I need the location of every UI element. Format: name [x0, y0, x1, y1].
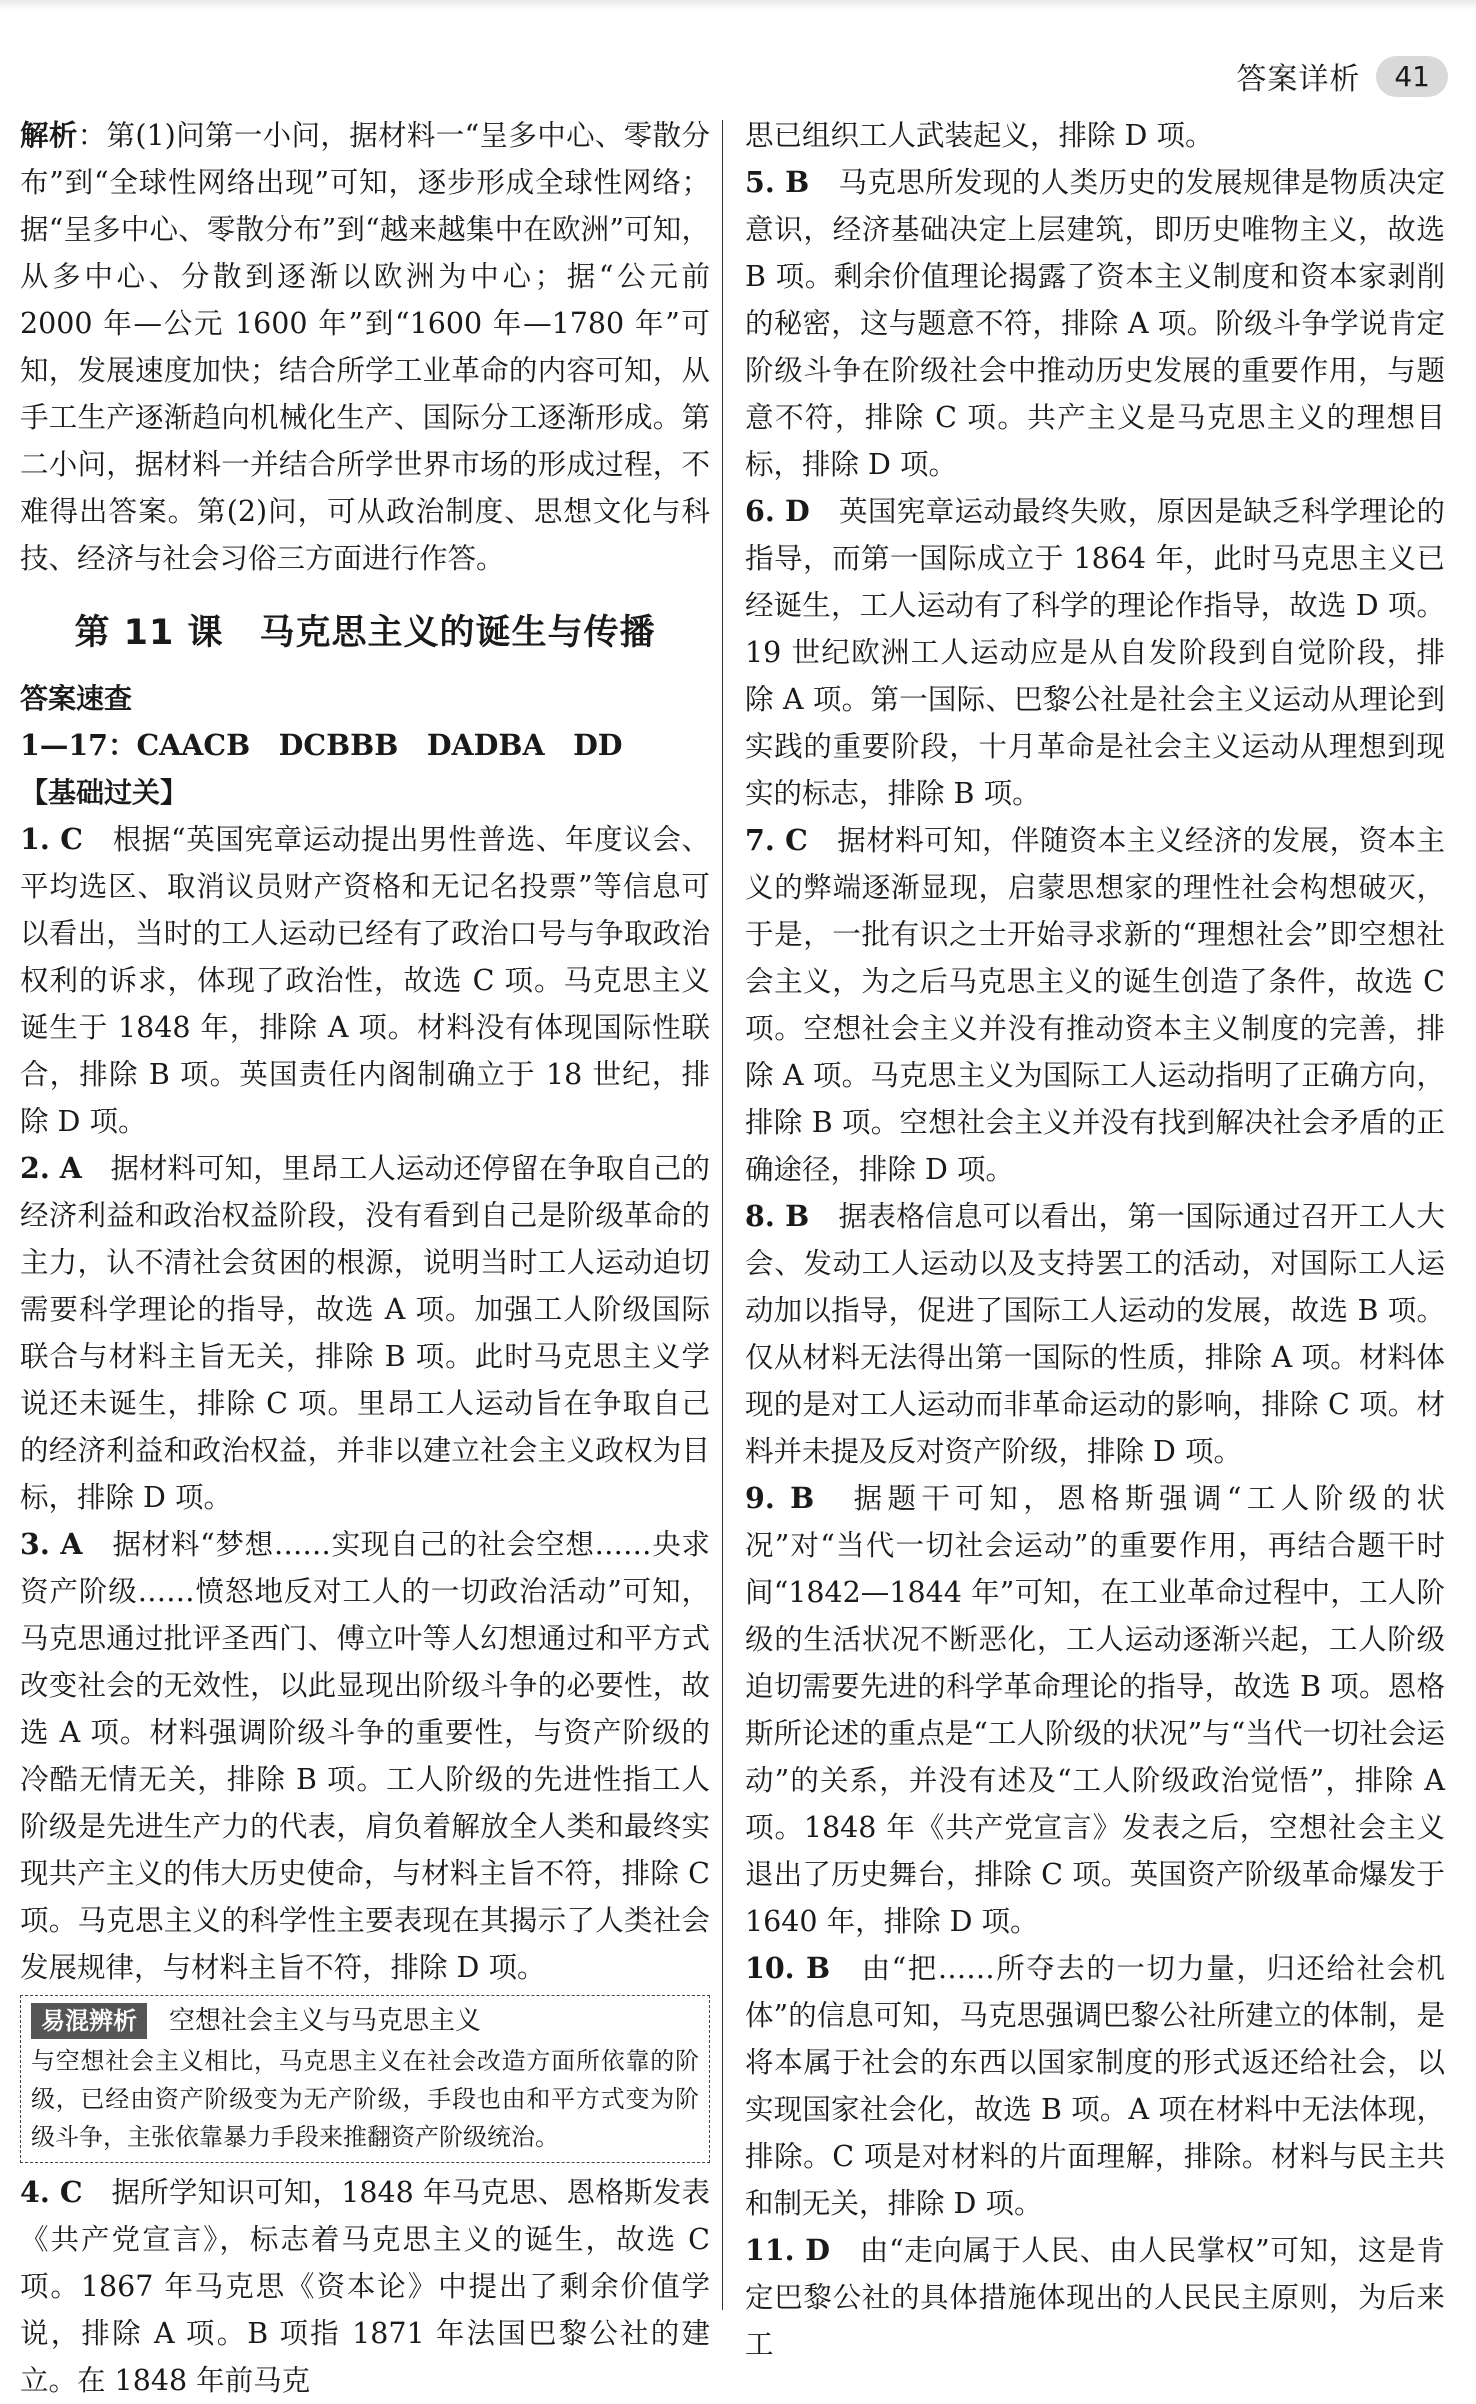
- answer-1: [20, 816, 710, 1145]
- answer-text: 据所学知识可知，1848 年马克思、恩格斯发表《共产党宣言》，标志着马克思主义的诞生，故选 C 项。1867 年马克思《资本论》中提出了剩余价值学说，排除 A 项。B 项指 1871 年法国巴黎公社的建立。在 1848 年前马克: [20, 2176, 710, 2397]
- analysis-label: 解析: [20, 118, 78, 152]
- answer-number: 3. A: [20, 1527, 83, 1561]
- answer-10: [745, 1945, 1445, 2227]
- answer-text: 据题干可知，恩格斯强调“工人阶级的状况”对“当代一切社会运动”的重要作用，再结合题干时间“1842—1844 年”可知，在工业革命过程中，工人阶级的生活状况不断恶化，工人运动逐渐兴起，工人阶级迫切需要先进的科学革命理论的指导，故选 B 项。恩格斯所论述的重点是“工人阶级的状况”与“当代一切社会运动”的关系，并没有述及“工人阶级政治觉悟”，排除 A 项。1848 年《共产党宣言》发表之后，空想社会主义退出了历史舞台，排除 C 项。英国资产阶级革命爆发于 1640 年，排除 D 项。: [745, 1482, 1445, 1938]
- answer-text: 据材料可知，伴随资本主义经济的发展，资本主义的弊端逐渐显现，启蒙思想家的理性社会构想破灭，于是，一批有识之士开始寻求新的“理想社会”即空想社会主义，为之后马克思主义的诞生创造了条件，故选 C 项。空想社会主义并没有推动资本主义制度的完善，排除 A 项。马克思主义为国际工人运动指明了正确方向，排除 B 项。空想社会主义并没有找到解决社会矛盾的正确途径，排除 D 项。: [745, 824, 1445, 1186]
- answer-number: 11. D: [745, 2233, 830, 2267]
- header-label: 答案详析: [1236, 62, 1361, 97]
- answer-11: [745, 2227, 1445, 2368]
- basic-section-heading: 【基础过关】: [20, 776, 189, 809]
- answer-text: 据材料可知，里昂工人运动还停留在争取自己的经济利益和政治权益阶段，没有看到自己是阶级革命的主力，认不清社会贫困的根源，说明当时工人运动迫切需要科学理论的指导，故选 A 项。加强工人阶级国际联合与材料主旨无关，排除 B 项。此时马克思主义学说还未诞生，排除 C 项。里昂工人运动旨在争取自己的经济利益和政治权益，并非以建立社会主义政权为目标，排除 D 项。: [20, 1152, 710, 1514]
- analysis-paragraph: [20, 112, 710, 582]
- confusion-heading: 空想社会主义与马克思主义: [169, 2006, 482, 2036]
- answer-text: 马克思所发现的人类历史的发展规律是物质决定意识，经济基础决定上层建筑，即历史唯物主义，故选 B 项。剩余价值理论揭露了资本主义制度和资本家剥削的秘密，这与题意不符，排除 A 项。阶级斗争学说肯定阶级斗争在阶级社会中推动历史发展的重要作用，与题意不符，排除 C 项。共产主义是马克思主义的理想目标，排除 D 项。: [745, 166, 1445, 481]
- answer-text: 根据“英国宪章运动提出男性普选、年度议会、平均选区、取消议员财产资格和无记名投票”等信息可以看出，当时的工人运动已经有了政治口号与争取政治权利的诉求，体现了政治性，故选 C 项。马克思主义诞生于 1848 年，排除 A 项。材料没有体现国际性联合，排除 B 项。英国责任内阁制确立于 18 世纪，排除 D 项。: [20, 823, 710, 1138]
- right-column: [745, 112, 1445, 2368]
- answer-text: 据表格信息可以看出，第一国际通过召开工人大会、发动工人运动以及支持罢工的活动，对国际工人运动加以指导，促进了国际工人运动的发展，故选 B 项。仅从材料无法得出第一国际的性质，排除 A 项。材料体现的是对工人运动而非革命运动的影响，排除 C 项。材料并未提及反对资产阶级，排除 D 项。: [745, 1200, 1445, 1468]
- page-number: 41: [1376, 56, 1448, 97]
- answer-text: 由“走向属于人民、由人民掌权”可知，这是肯定巴黎公社的具体措施体现出的人民民主原则，为后来工: [745, 2234, 1445, 2361]
- quick-answers: 1—17：CAACB DCBBB DADBA DD: [20, 728, 623, 762]
- answer-text: 由“把……所夺去的一切力量，归还给社会机体”的信息可知，马克思强调巴黎公社所建立的体制，是将本属于社会的东西以国家制度的形式返还给社会，以实现国家社会化，故选 B 项。A 项在材料中无法体现，排除。C 项是对材料的片面理解，排除。材料与民主共和制无关，排除 D 项。: [745, 1952, 1445, 2220]
- left-column: [20, 112, 710, 2404]
- confusion-box: [20, 1995, 710, 2163]
- column-divider: [722, 120, 723, 2310]
- answer-number: 5. B: [745, 165, 810, 199]
- answer-9: [745, 1475, 1445, 1945]
- answer-4-continued: 思已组织工人武装起义，排除 D 项。: [745, 119, 1214, 152]
- answer-number: 8. B: [745, 1199, 810, 1233]
- page-header: [1236, 52, 1448, 100]
- answer-3: [20, 1521, 710, 1991]
- answer-7: [745, 817, 1445, 1193]
- answer-number: 9. B: [745, 1481, 815, 1515]
- answer-number: 1. C: [20, 822, 83, 856]
- answer-6: [745, 488, 1445, 817]
- answer-5: [745, 159, 1445, 488]
- answer-4: [20, 2169, 710, 2404]
- quick-answers-heading: 答案速查: [20, 682, 133, 715]
- answer-number: 4. C: [20, 2175, 83, 2209]
- answer-text: 英国宪章运动最终失败，原因是缺乏科学理论的指导，而第一国际成立于 1864 年，此时马克思主义已经诞生，工人运动有了科学的理论作指导，故选 D 项。19 世纪欧洲工人运动应是从自发阶段到自觉阶段，排除 A 项。第一国际、巴黎公社是社会主义运动从理论到实践的重要阶段，十月革命是社会主义运动从理想到现实的标志，排除 B 项。: [745, 495, 1445, 810]
- lesson-title: 第 11 课 马克思主义的诞生与传播: [74, 613, 656, 653]
- answer-number: 7. C: [745, 823, 808, 857]
- answer-text: 据材料“梦想……实现自己的社会空想……央求资产阶级……愤怒地反对工人的一切政治活动”可知，马克思通过批评圣西门、傅立叶等人幻想通过和平方式改变社会的无效性，以此显现出阶级斗争的必要性，故选 A 项。材料强调阶级斗争的重要性，与资产阶级的冷酷无情无关，排除 B 项。工人阶级的先进性指工人阶级是先进生产力的代表，肩负着解放全人类和最终实现共产主义的伟大历史使命，与材料主旨不符，排除 C 项。马克思主义的科学性主要表现在其揭示了人类社会发展规律，与材料主旨不符，排除 D 项。: [20, 1528, 710, 1984]
- confusion-tag: 易混辨析: [31, 2003, 147, 2039]
- answer-2: [20, 1145, 710, 1521]
- answer-8: [745, 1193, 1445, 1475]
- analysis-text: ：第(1)问第一小问，据材料一“呈多中心、零散分布”到“全球性网络出现”可知，逐步形成全球性网络；据“呈多中心、零散分布”到“越来越集中在欧洲”可知，从多中心、分散到逐渐以欧洲为中心；据“公元前 2000 年—公元 1600 年”到“1600 年—1780 年”可知，发展速度加快；结合所学工业革命的内容可知，从手工生产逐渐趋向机械化生产、国际分工逐渐形成。第二小问，据材料一并结合所学世界市场的形成过程，不难得出答案。第(2)问，可从政治制度、思想文化与科技、经济与社会习俗三方面进行作答。: [20, 119, 710, 575]
- confusion-text: 与空想社会主义相比，马克思主义在社会改造方面所依靠的阶级，已经由资产阶级变为无产阶级，手段也由和平方式变为阶级斗争，主张依靠暴力手段来推翻资产阶级统治。: [31, 2047, 699, 2151]
- top-edge: [0, 0, 1476, 10]
- answer-number: 2. A: [20, 1151, 82, 1185]
- confusion-box-title: [31, 2002, 699, 2040]
- answer-number: 10. B: [745, 1951, 831, 1985]
- answer-number: 6. D: [745, 494, 810, 528]
